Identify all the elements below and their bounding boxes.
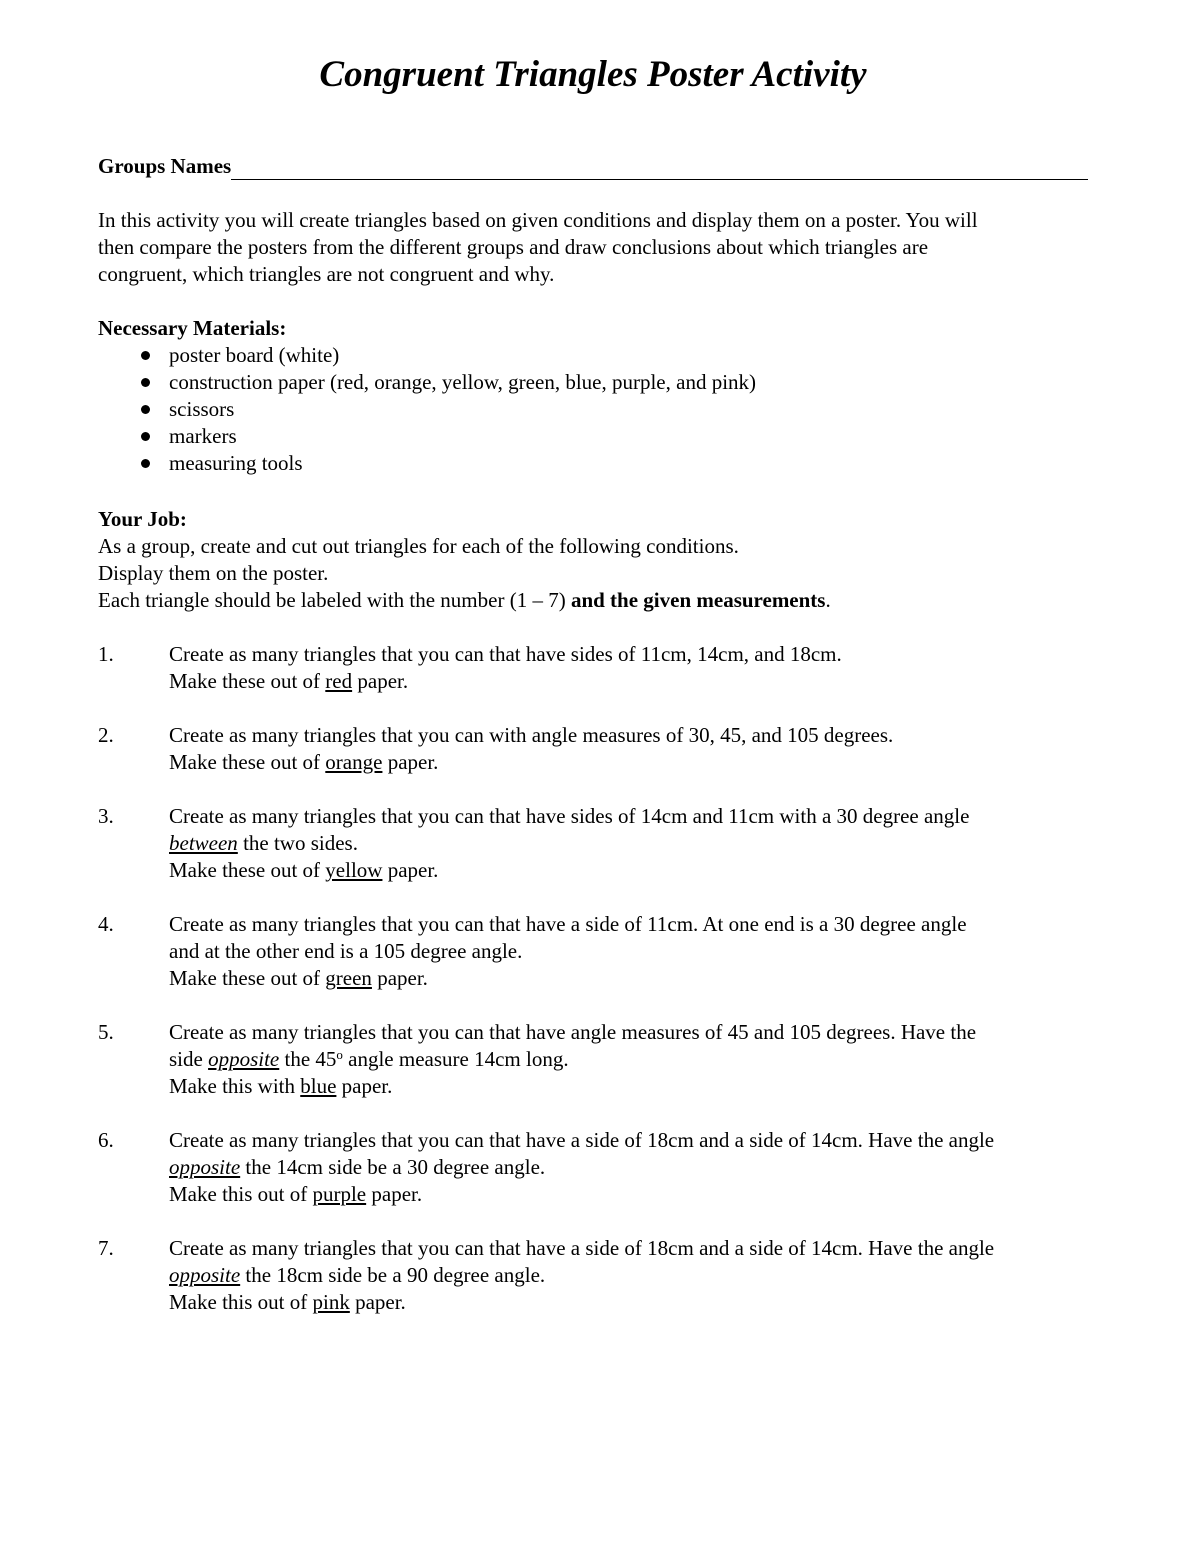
bullet-icon (141, 351, 150, 360)
materials-list-item (98, 423, 756, 450)
item-line-text: the 45 (279, 1047, 337, 1071)
condition-item-6 (98, 1127, 1108, 1208)
item-line-text: the two sides. (237, 831, 358, 855)
item-line (169, 1046, 1108, 1073)
color-word: pink (312, 1290, 350, 1314)
conditions-list (98, 641, 1108, 1343)
job-line-period: . (825, 588, 831, 612)
paper-text: paper. (336, 1074, 393, 1098)
materials-list (98, 342, 756, 477)
item-color-line (169, 1181, 1108, 1208)
item-color-line (169, 965, 1108, 992)
groups-names-field (98, 153, 1088, 180)
your-job-heading: Your Job: (98, 507, 187, 531)
make-text: Make this out of (169, 1182, 313, 1206)
job-line-bold-text: and the given measurements (570, 588, 826, 612)
item-line: Create as many triangles that you can that have angle measures of 45 and 105 degrees. Have the (169, 1020, 977, 1044)
materials-item-text: poster board (white) (169, 343, 340, 367)
condition-item-7 (98, 1235, 1108, 1316)
job-line: Display them on the poster. (98, 561, 329, 585)
job-line: As a group, create and cut out triangles for each of the following conditions. (98, 534, 739, 558)
groups-names-label: Groups Names (98, 154, 232, 178)
item-number: 2. (98, 723, 114, 747)
make-text: Make this with (169, 1074, 301, 1098)
item-line: and at the other end is a 105 degree angle. (169, 939, 523, 963)
color-word: green (325, 966, 372, 990)
paper-text: paper. (382, 750, 439, 774)
item-number: 5. (98, 1020, 114, 1044)
item-number: 3. (98, 804, 114, 828)
item-line (169, 830, 1108, 857)
materials-list-item (98, 450, 756, 477)
materials-list-item (98, 396, 756, 423)
item-color-line (169, 857, 1108, 884)
job-line-text: Each triangle should be labeled with the number (1 – 7) (98, 588, 571, 612)
paper-text: paper. (382, 858, 439, 882)
make-text: Make these out of (169, 669, 326, 693)
condition-item-5 (98, 1019, 1108, 1100)
bullet-icon (141, 459, 150, 468)
item-number: 4. (98, 912, 114, 936)
intro-line: In this activity you will create triangles based on given conditions and display them on a poster. You will (98, 208, 978, 232)
item-line-text: the 14cm side be a 30 degree angle. (240, 1155, 546, 1179)
item-number: 6. (98, 1128, 114, 1152)
item-line: Create as many triangles that you can that have a side of 18cm and a side of 14cm. Have the angle (169, 1128, 995, 1152)
intro-line: then compare the posters from the different groups and draw conclusions about which triangles are (98, 235, 929, 259)
item-line (169, 1154, 1108, 1181)
paper-text: paper. (349, 1290, 406, 1314)
condition-item-4 (98, 911, 1108, 992)
item-line: Create as many triangles that you can with angle measures of 30, 45, and 105 degrees. (169, 723, 894, 747)
your-job-instructions (98, 533, 1098, 614)
color-word: yellow (325, 858, 383, 882)
make-text: Make these out of (169, 858, 326, 882)
color-word: red (325, 669, 353, 693)
bullet-icon (141, 378, 150, 387)
item-number: 7. (98, 1236, 114, 1260)
make-text: Make these out of (169, 966, 326, 990)
item-color-line (169, 749, 1108, 776)
item-line-text: the 18cm side be a 90 degree angle. (240, 1263, 546, 1287)
item-color-line (169, 668, 1108, 695)
item-line: Create as many triangles that you can that have sides of 11cm, 14cm, and 18cm. (169, 642, 842, 666)
job-line (98, 587, 1098, 614)
condition-item-2 (98, 722, 1108, 776)
materials-item-text: measuring tools (169, 451, 303, 475)
emphasis-word: between (169, 831, 238, 855)
item-line: Create as many triangles that you can that have sides of 14cm and 11cm with a 30 degree angle (169, 804, 970, 828)
color-word: blue (300, 1074, 337, 1098)
emphasis-word: opposite (169, 1155, 241, 1179)
intro-line: congruent, which triangles are not congruent and why. (98, 262, 555, 286)
color-word: purple (312, 1182, 367, 1206)
intro-paragraph (98, 207, 1098, 288)
degree-symbol: o (336, 1047, 343, 1062)
paper-text: paper. (352, 669, 409, 693)
emphasis-word: opposite (208, 1047, 280, 1071)
materials-item-text: markers (169, 424, 237, 448)
materials-list-item (98, 369, 756, 396)
page-title: Congruent Triangles Poster Activity (319, 54, 867, 95)
item-number: 1. (98, 642, 114, 666)
item-line-text: side (169, 1047, 209, 1071)
item-color-line (169, 1073, 1108, 1100)
emphasis-word: opposite (169, 1263, 241, 1287)
paper-text: paper. (371, 966, 428, 990)
materials-item-text: scissors (169, 397, 235, 421)
materials-heading: Necessary Materials: (98, 316, 287, 340)
condition-item-3 (98, 803, 1108, 884)
groups-names-blank-line (231, 156, 1088, 180)
bullet-icon (141, 405, 150, 414)
color-word: orange (325, 750, 383, 774)
make-text: Make this out of (169, 1290, 313, 1314)
item-line-text: angle measure 14cm long. (342, 1047, 569, 1071)
item-line: Create as many triangles that you can that have a side of 18cm and a side of 14cm. Have the angle (169, 1236, 995, 1260)
item-line (169, 1262, 1108, 1289)
item-color-line (169, 1289, 1108, 1316)
bullet-icon (141, 432, 150, 441)
materials-list-item (98, 342, 756, 369)
make-text: Make these out of (169, 750, 326, 774)
materials-item-text: construction paper (red, orange, yellow, green, blue, purple, and pink) (169, 370, 757, 394)
paper-text: paper. (366, 1182, 423, 1206)
condition-item-1 (98, 641, 1108, 695)
item-line: Create as many triangles that you can that have a side of 11cm. At one end is a 30 degree angle (169, 912, 967, 936)
